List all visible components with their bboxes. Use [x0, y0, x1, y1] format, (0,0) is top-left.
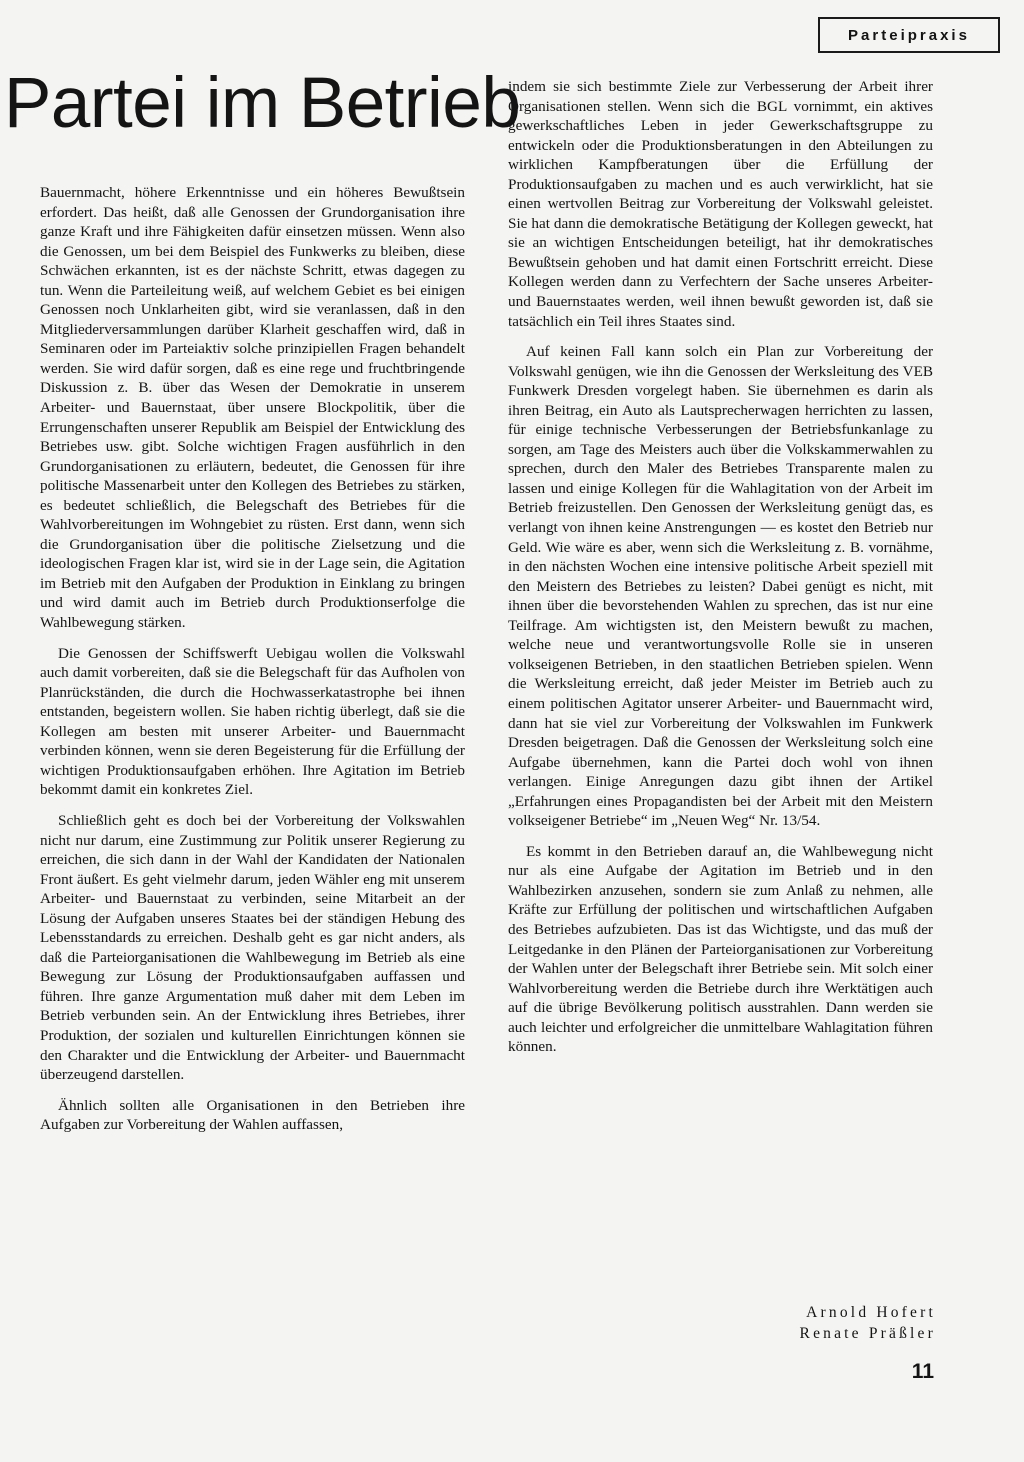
right-paragraph-1: indem sie sich bestimmte Ziele zur Verbesserung der Arbeit ihrer Organisationen stellen. Wenn sich die BGL vornimmt, ein aktives gewerkschaftliches Leben in jeder Gewerkschaftsgruppe zu entwickeln oder die Produktionsberatungen in den Abteilungen zu wirklichen Kampfberatungen über die Erfüllung der Produktionsaufgaben zu machen und es auch verwirklicht, hat sie einen wertvollen Beitrag zur Vorbereitung der Volkswahl geleistet. Sie hat dann die demokratische Betätigung der Kollegen geweckt, hat sie an wichtigen Entscheidungen beteiligt, hat ihr demokratisches Bewußtsein gehoben und hat damit einen Fortschritt erreicht. Diese Kollegen werden dann zu Verfechtern der Sache unseres Arbeiter- und Bauernstaates werden, weil ihnen bewußt geworden ist, daß sie tatsächlich ein Teil ihres Staates sind. [508, 78, 933, 330]
right-column [508, 77, 933, 1068]
left-paragraph-1: Bauernmacht, höhere Erkenntnisse und ein höheres Bewußtsein erfordert. Das heißt, daß alle Genossen der Grundorganisation ihre ganze Kraft und ihre Fähigkeiten dafür einsetzen müssen. Wenn also die Genossen, um bei dem Beispiel des Funkwerks zu bleiben, diese Schwächen erkannten, ist es der nächste Schritt, etwas dagegen zu tun. Wenn die Parteileitung weiß, auf welchem Gebiet es bei einigen Genossen noch Unklarheiten gibt, wird sie veranlassen, daß in den Mitgliederversammlungen darüber Klarheit geschaffen wird, daß in Seminaren oder im Parteiaktiv solche prinzipiellen Fragen behandelt werden. Sie wird dafür sorgen, daß es eine rege und fruchtbringende Diskussion z. B. über das Wesen der Demokratie in unserem Arbeiter- und Bauernstaat, über unsere Blockpolitik, über die Errungenschaften unserer Republik am Beispiel der Entwicklung des Betriebes usw. gibt. Solche wichtigen Fragen ausführlich in den Grundorganisationen zu erläutern, bedeutet, die Genossen für ihre politische Massenarbeit unter den Kollegen des Betriebes zu stärken, es bedeutet schließlich, die Belegschaft des Betriebes für die Wahlvorbereitungen im Wohngebiet zu rüsten. Erst dann, wenn sich die Grundorganisation über die politische Zielsetzung und die ideologischen Fragen klar ist, wird sie in der Lage sein, die Agitation im Betrieb mit den Aufgaben der Produktion in Einklang zu bringen und wird damit auch im Betrieb durch Produktionserfolge die Wahlbewegung stärken. [40, 184, 465, 632]
author-signature [740, 1302, 936, 1344]
left-column [40, 183, 465, 1146]
author-name: Arnold Hofert [806, 1304, 936, 1321]
right-paragraph-2: Auf keinen Fall kann solch ein Plan zur Vorbereitung der Volkswahl genügen, wie ihn die Genossen der Werksleitung des VEB Funkwerk Dresden vorgelegt haben. Sie übernehmen es darin als ihren Beitrag, ein Auto als Lautsprecherwagen herrichten zu lassen, für einige technische Verbesserungen der Betriebsfunkanlage zu sorgen, am Tage des Meisters auch über die Volkskammerwahlen zu sprechen, durch den Maler des Betriebes Transparente malen zu lassen und einige Kollegen für die Wahlagitation von der Arbeit im Betrieb freizustellen. Den Genossen der Werksleitung genügt das, es verlangt von ihnen keine Anstrengungen — es kostet den Betrieb nur Geld. Wie wäre es aber, wenn sich die Werksleitung z. B. vornähme, in den nächsten Wochen eine intensive politische Arbeit speziell mit den Meistern des Betriebes zu leisten? Dabei genügt es nicht, mit ihnen über die bevorstehenden Wahlen zu sprechen, das ist nur eine Teilfrage. Am wichtigsten ist, den Meistern bewußt zu machen, welche neue und verantwortungsvolle Rolle sie in unseren volkseigenen Betrieben, in den staatlichen Betrieben spielen. Wenn die Werksleitung erreicht, daß jeder Meister im Betrieb auch zu einem politischen Agitator unserer Arbeiter- und Bauernmacht wird, dann hat sie viel zur Vorbereitung der Volkswahlen im Funkwerk Dresden beigetragen. Daß die Genossen der Werksleitung solch eine Aufgabe übernehmen, kann die Partei doch wohl von ihnen verlangen. Einige Anregungen dazu gibt ihnen der Artikel „Erfahrungen eines Propagandisten bei der Arbeit mit den Meistern volkseigener Betriebe“ im „Neuen Weg“ Nr. 13/54. [508, 343, 933, 830]
left-paragraph-4: Ähnlich sollten alle Organisationen in den Betrieben ihre Aufgaben zur Vorbereitung der Wahlen auffassen, [40, 1096, 465, 1134]
right-paragraph-3: Es kommt in den Betrieben darauf an, die Wahlbewegung nicht nur als eine Aufgabe der Agitation im Betrieb und in den Wahlbezirken anzusehen, sondern sie zum Anlaß zu nehmen, alle Kräfte zur Erfüllung der politischen und wirtschaftlichen Aufgaben des Betriebes aufzubieten. Das ist das Wichtigste, und das muß der Leitgedanke in den Plänen der Parteiorganisationen zur Vorbereitung der Wahlen unter der Belegschaft ihrer Betriebe sein. Mit solch einer Wahlvorbereitung werden die Betriebe durch ihre Werktätigen auch auf die übrige Bevölkerung politisch ausstrahlen. Dann werden sie auch leichter und erfolgreicher die unmittelbare Wahlagitation führen können. [508, 842, 933, 1056]
author-name: Renate Präßler [799, 1325, 936, 1342]
left-paragraph-3: Schließlich geht es doch bei der Vorbereitung der Volkswahlen nicht nur darum, eine Zustimmung zur Politik unserer Regierung zu erreichen, die sich dann in der Wahl der Kandidaten der Nationalen Front äußert. Es geht vielmehr darum, jeden Wähler eng mit unserem Arbeiter- und Bauernstaat zu verbinden, seine Mitarbeit an der Lösung der Aufgaben unseres Staates bei der ständigen Hebung des Lebensstandards zu erreichen. Deshalb geht es gar nicht anders, als daß die Parteiorganisationen die Wahlbewegung im Betrieb als eine Bewegung zur Lösung der Produktionsaufgaben auffassen und führen. Ihre ganze Argumentation muß daher mit dem Leben im Betrieb verbunden sein. An der Entwicklung ihres Betriebes, ihrer Produktion, der sozialen und kulturellen Einrichtungen können sie den Charakter und die Entwicklung der Arbeiter- und Bauernmacht überzeugend darstellen. [40, 811, 465, 1084]
page-number: 11 [911, 1360, 934, 1383]
left-paragraph-2: Die Genossen der Schiffswerft Uebigau wollen die Volkswahl auch damit vorbereiten, daß sie die Belegschaft für das Aufholen von Planrückständen, die durch die Hochwasserkatastrophe bei ihnen entstanden, begeistern wollen. Sie haben richtig überlegt, daß sie die Kollegen am besten mit unserer Arbeiter- und Bauernmacht verbinden können, wenn sie deren Begeisterung für die Erfüllung der wichtigen Produktionsaufgaben erhöhen. Ihre Agitation im Betrieb bekommt damit ein konkretes Ziel. [40, 644, 465, 799]
section-label: Parteipraxis [818, 17, 1000, 53]
article-title: Partei im Betrieb [4, 64, 521, 143]
